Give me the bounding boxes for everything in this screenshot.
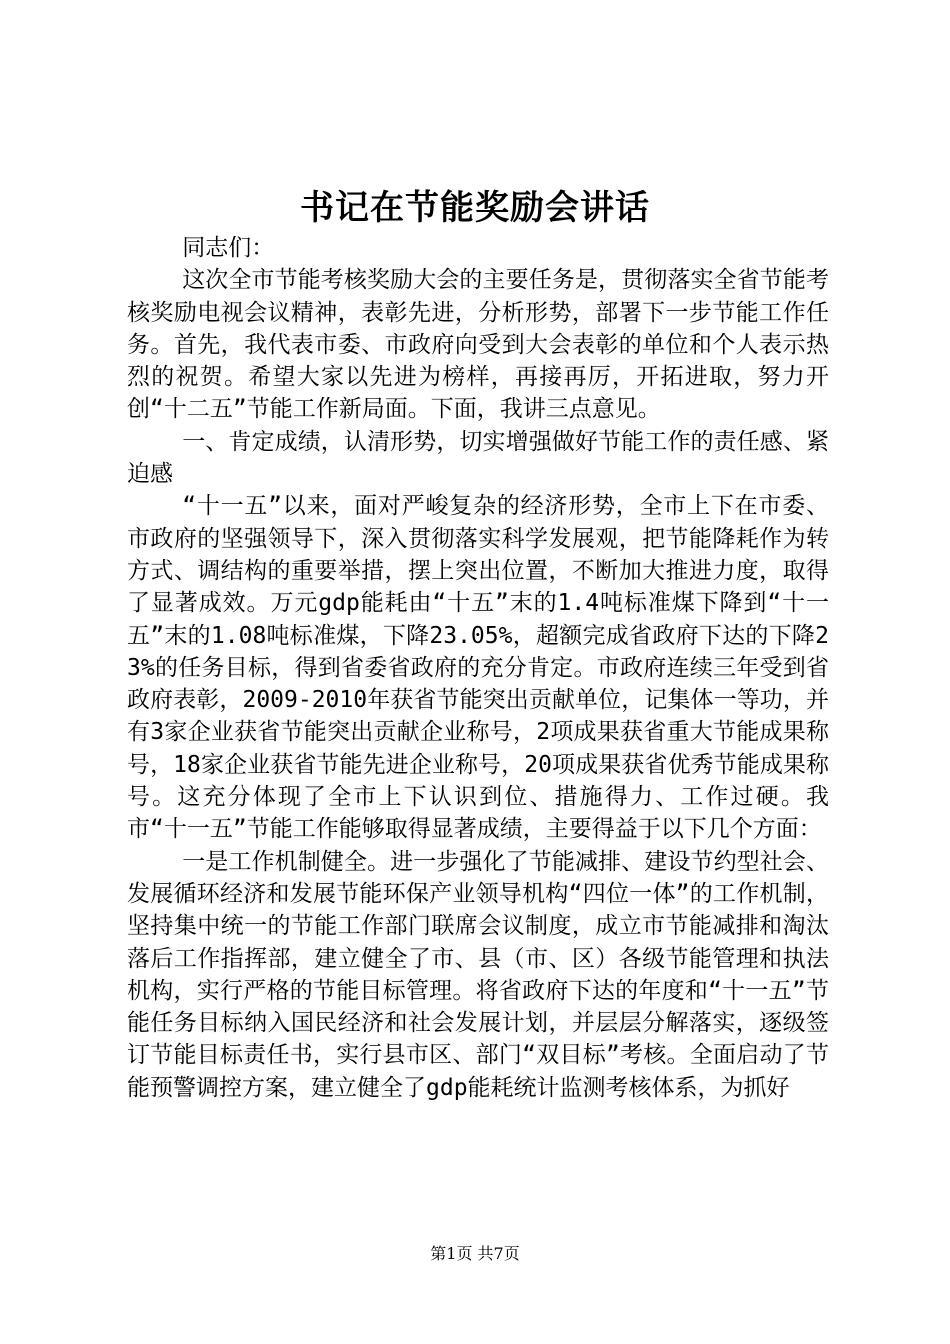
document-body xyxy=(127,232,829,1104)
salutation: 同志们： xyxy=(182,235,275,261)
paragraph-achievements: “十一五”以来，面对严峻复杂的经济形势，全市上下在市委、市政府的坚强领导下，深入贯彻落实科学发展观，把节能降耗作为转方式、调结构的重要举措，摆上突出位置，不断加大推进力度，取得了显著成效。万元gdp能耗由“十五”末的1.4吨标准煤下降到“十一五”末的1.08吨标准煤，下降23.05%，超额完成省政府下达的下降23%的任务目标，得到省委省政府的充分肯定。市政府连续三年受到省政府表彰，2009-2010年获省节能突出贡献单位，记集体一等功，并有3家企业获省节能突出贡献企业称号，2项成果获省重大节能成果称号，18家企业获省节能先进企业称号，20项成果获省优秀节能成果称号。这充分体现了全市上下认识到位、措施得力、工作过硬。我市“十一五”节能工作能够取得显著成绩，主要得益于以下几个方面： xyxy=(127,493,829,843)
page-footer: 第1页 共7页 xyxy=(430,1244,520,1263)
document-title: 书记在节能奖励会讲话 xyxy=(300,188,650,228)
section-heading-1: 一、肯定成绩，认清形势，切实增强做好节能工作的责任感、紧迫感 xyxy=(127,428,829,488)
paragraph-intro: 这次全市节能考核奖励大会的主要任务是，贯彻落实全省节能考核奖励电视会议精神，表彰先进，分析形势，部署下一步节能工作任务。首先，我代表市委、市政府向受到大会表彰的单位和个人表示热烈的祝贺。希望大家以先进为榜样，再接再厉，开拓进取，努力开创“十二五”节能工作新局面。下面，我讲三点意见。 xyxy=(127,267,829,423)
paragraph-mechanism: 一是工作机制健全。进一步强化了节能减排、建设节约型社会、发展循环经济和发展节能环保产业领导机构“四位一体”的工作机制，坚持集中统一的节能工作部门联席会议制度，成立市节能减排和淘汰落后工作指挥部，建立健全了市、县（市、区）各级节能管理和执法机构，实行严格的节能目标管理。将省政府下达的年度和“十一五”节能任务目标纳入国民经济和社会发展计划，并层层分解落实，逐级签订节能目标责任书，实行县市区、部门“双目标”考核。全面启动了节能预警调控方案，建立健全了gdp能耗统计监测考核体系，为抓好 xyxy=(127,848,829,1101)
